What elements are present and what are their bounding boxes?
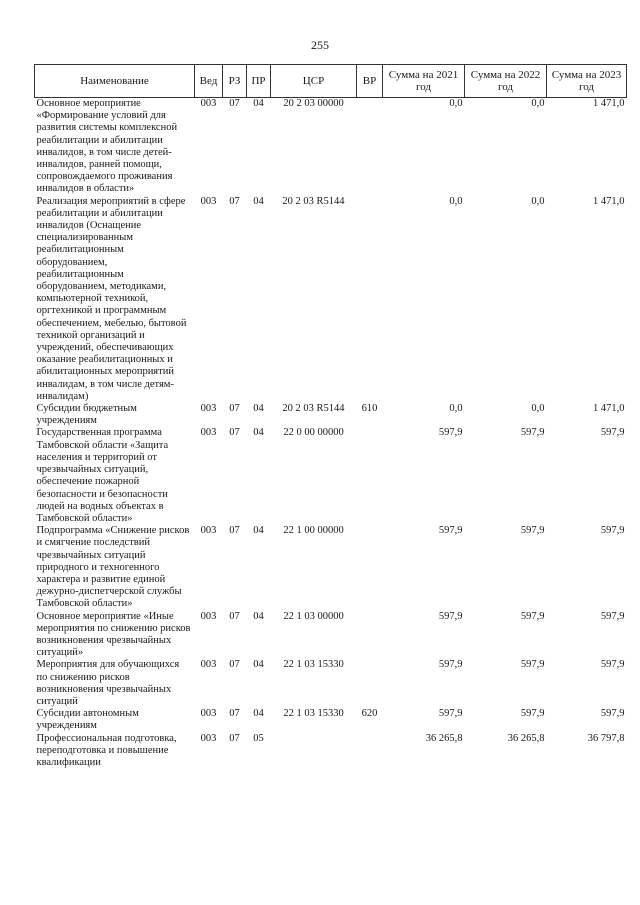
row-sum-2021: 597,9 — [438, 525, 463, 537]
row-rz: 07 — [229, 403, 240, 415]
row-ved: 003 — [200, 195, 217, 207]
row-sum-2021: 0,0 — [449, 98, 463, 109]
header-sum-2023: Сумма на 2023 год — [547, 65, 627, 98]
row-pr: 04 — [253, 708, 264, 720]
row-rz: 07 — [229, 195, 240, 207]
row-sum-2022: 597,9 — [520, 708, 545, 720]
row-rz: 07 — [229, 610, 240, 622]
table-row — [35, 403, 627, 427]
row-sum-2021: 597,9 — [438, 708, 463, 720]
row-ved: 003 — [200, 659, 217, 671]
row-ved: 003 — [200, 525, 217, 537]
row-sum-2021: 597,9 — [438, 427, 463, 439]
header-sum-2021: Сумма на 2021 год — [383, 65, 465, 98]
table-row — [35, 659, 627, 708]
row-csr: 22 1 03 15330 — [283, 659, 344, 671]
row-csr — [271, 733, 357, 770]
table-row — [35, 98, 627, 196]
row-name: Субсидии бюджетным учреждениям — [36, 403, 137, 427]
row-name: Основное мероприятие «Иные мероприятия по снижению рисков возникновения чрезвычайных ситуаций» — [36, 610, 191, 659]
row-sum-2023: 1 471,0 — [593, 195, 625, 207]
row-sum-2021: 0,0 — [449, 195, 463, 207]
header-pr: ПР — [247, 65, 271, 98]
row-pr: 04 — [253, 525, 264, 537]
row-sum-2022: 597,9 — [520, 659, 545, 671]
row-name: Подпрограмма «Снижение рисков и смягчение последствий чрезвычайных ситуаций природного и техногенного характера и развитие единой дежурно-диспетчерской службы Тамбовской области» — [36, 525, 190, 610]
row-vr — [357, 659, 383, 708]
row-pr: 04 — [253, 610, 264, 622]
row-sum-2021: 597,9 — [438, 610, 463, 622]
row-rz: 07 — [229, 708, 240, 720]
table-row — [35, 196, 627, 403]
row-vr — [357, 427, 383, 525]
row-sum-2021: 0,0 — [449, 403, 463, 415]
row-ved: 003 — [200, 403, 217, 415]
row-sum-2023: 597,9 — [600, 659, 625, 671]
row-sum-2022: 0,0 — [531, 98, 545, 109]
row-sum-2023: 597,9 — [600, 610, 625, 622]
header-sum-2022: Сумма на 2022 год — [465, 65, 547, 98]
row-name: Основное мероприятие «Формирование условий для развития системы комплексной реабилитации и абилитации инвалидов, в том числе детей-инвалидов, ранней помощи, сопровождаемого проживания инвалидов в области» — [36, 98, 178, 195]
row-pr: 04 — [253, 98, 264, 109]
header-vr: ВР — [357, 65, 383, 98]
row-name: Государственная программа Тамбовской области «Защита населения и территорий от чрезвычайных ситуаций, обеспечение пожарной безопасности и безопасности людей на водных объектах в Тамбовской области» — [36, 427, 169, 524]
row-csr: 22 1 03 15330 — [283, 708, 344, 720]
row-name: Мероприятия для обучающихся по снижению рисков возникновения чрезвычайных ситуаций — [36, 659, 180, 707]
header-ved: Вед — [195, 65, 223, 98]
row-ved: 003 — [200, 610, 217, 622]
page-number: 255 — [311, 38, 329, 52]
row-sum-2022: 0,0 — [531, 195, 545, 207]
row-rz: 07 — [229, 732, 240, 744]
row-sum-2022: 597,9 — [520, 525, 545, 537]
row-csr: 22 1 03 00000 — [283, 610, 344, 622]
row-ved: 003 — [200, 732, 217, 744]
row-pr: 05 — [253, 732, 264, 744]
row-sum-2021: 36 265,8 — [425, 732, 463, 744]
header-csr: ЦСР — [271, 65, 357, 98]
row-rz: 07 — [229, 427, 240, 439]
row-sum-2023: 597,9 — [600, 427, 625, 439]
row-sum-2022: 0,0 — [531, 403, 545, 415]
row-sum-2022: 36 265,8 — [507, 732, 545, 744]
row-csr: 20 2 03 R5144 — [282, 403, 345, 415]
row-pr: 04 — [253, 403, 264, 415]
row-sum-2023: 597,9 — [600, 525, 625, 537]
row-sum-2022: 597,9 — [520, 610, 545, 622]
row-vr — [357, 611, 383, 660]
table-row — [35, 611, 627, 660]
row-ved: 003 — [200, 427, 217, 439]
row-name: Субсидии автономным учреждениям — [36, 708, 139, 732]
row-name: Реализация мероприятий в сфере реабилитации и абилитации инвалидов (Оснащение специализированным реабилитационным оборудованием, реабилитационным оборудованием, методиками, компьютерной техникой, оргтехникой и программным обеспечением, мебелью, бытовой техникой организаций и учреждений, обеспечивающих оказание реабилитационных и абилитационных мероприятий инвалидам, в том числе детям-инвалидам) — [36, 195, 187, 402]
row-name: Профессиональная подготовка, переподготовка и повышение квалификации — [36, 732, 177, 768]
row-vr — [357, 98, 383, 196]
budget-table — [34, 64, 627, 769]
table-header-row — [35, 65, 627, 98]
row-sum-2022: 597,9 — [520, 427, 545, 439]
row-rz: 07 — [229, 525, 240, 537]
row-sum-2021: 597,9 — [438, 659, 463, 671]
row-sum-2023: 1 471,0 — [593, 403, 625, 415]
row-vr: 610 — [361, 403, 378, 415]
row-pr: 04 — [253, 427, 264, 439]
row-ved: 003 — [200, 708, 217, 720]
table-row — [35, 708, 627, 732]
row-csr: 20 2 03 00000 — [283, 98, 344, 109]
row-sum-2023: 1 471,0 — [593, 98, 625, 109]
table-row — [35, 733, 627, 770]
header-rz: РЗ — [223, 65, 247, 98]
row-vr — [357, 196, 383, 403]
row-pr: 04 — [253, 659, 264, 671]
table-row — [35, 525, 627, 610]
row-pr: 04 — [253, 195, 264, 207]
row-sum-2023: 36 797,8 — [587, 732, 625, 744]
row-csr: 22 0 00 00000 — [283, 427, 344, 439]
row-vr — [357, 525, 383, 610]
row-vr: 620 — [361, 708, 378, 720]
table-row — [35, 427, 627, 525]
row-csr: 20 2 03 R5144 — [282, 195, 345, 207]
header-name: Наименование — [35, 65, 195, 98]
row-rz: 07 — [229, 659, 240, 671]
row-rz: 07 — [229, 98, 240, 109]
row-ved: 003 — [200, 98, 217, 109]
row-sum-2023: 597,9 — [600, 708, 625, 720]
row-vr — [357, 733, 383, 770]
row-csr: 22 1 00 00000 — [283, 525, 344, 537]
